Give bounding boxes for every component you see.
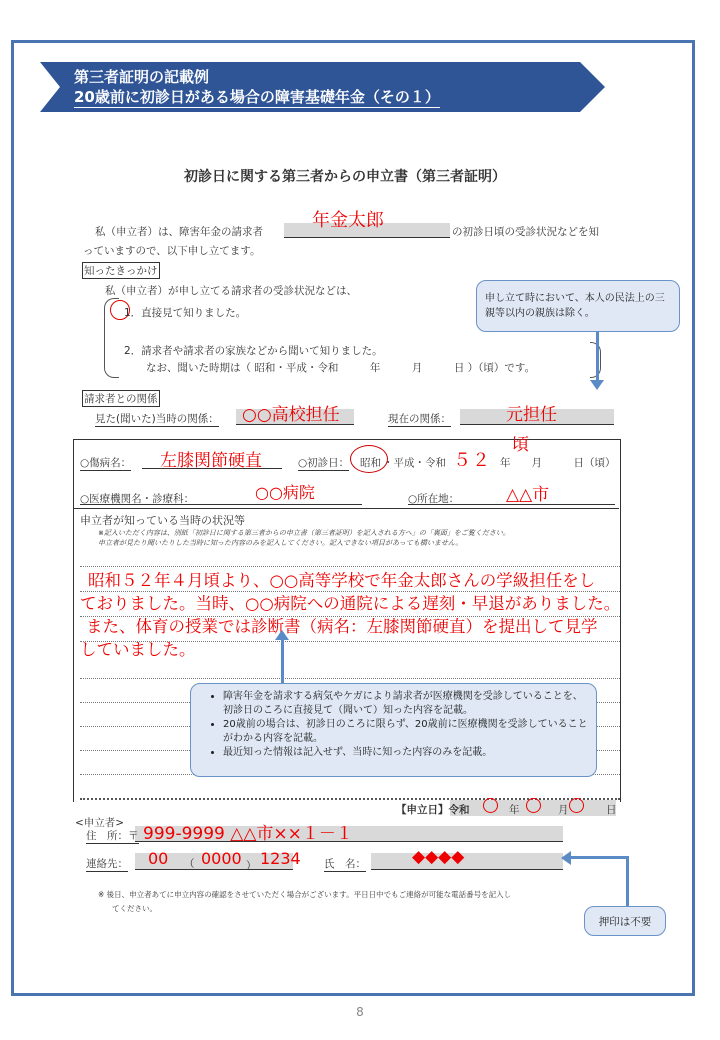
name-field <box>371 853 563 870</box>
hospital: ○○病院 <box>255 483 315 502</box>
note-2: 申立者が見たり聞いたりした当時に知った内容のみを記入してください。記入できない項目があっても構いません。 <box>98 539 463 547</box>
arrow-shaft <box>626 856 629 908</box>
banner-line2: 20歳前に初診日がある場合の障害基礎年金（その１） <box>74 88 440 106</box>
name-label: 氏 名： <box>324 858 366 870</box>
location: △△市 <box>506 485 550 505</box>
firstvisit-label: ○初診日： <box>298 457 350 469</box>
era-rest: ・平成・令和 <box>383 457 446 469</box>
rel-then-label: 見た(聞いた)当時の関係： <box>95 413 219 425</box>
arrow-shaft <box>568 856 628 859</box>
situation-line: ておりました。当時、○○病院への通院による遅刻・早退がありました。 <box>80 594 621 613</box>
callout-bullet: • 障害年金を請求する病気やケガにより請求者が医療機関を受診していることを、初診日のころに直接見て（聞いて）知った内容を記載。 <box>223 690 588 718</box>
phone-last: 1234 <box>260 849 301 868</box>
banner-line1: 第三者証明の記載例 <box>74 68 210 86</box>
situation-line: していました。 <box>80 640 196 659</box>
claimant-name: 年金太郎 <box>312 210 384 231</box>
footnote-2: てください。 <box>112 904 157 913</box>
era-showa: 昭和 <box>360 457 381 469</box>
disease: 左膝関節硬直 <box>160 451 262 471</box>
circle-day <box>569 798 584 813</box>
form-title: 初診日に関する第三者からの申立書（第三者証明） <box>184 169 506 185</box>
phone-paren-open: （ <box>184 858 195 870</box>
callout-instructions <box>190 683 597 777</box>
note-1: ※記入いただく内容は、別紙「初診日に関する第三者からの申立書（第三者証明）を記入される方へ」の「裏面」をご覧ください。 <box>98 529 510 537</box>
arrow-shaft <box>596 332 599 382</box>
date-year: 年 <box>509 804 520 816</box>
firstvisit-approx: 頃 <box>512 435 529 455</box>
page-number: 8 <box>356 1005 364 1019</box>
applicant-name: ◆◆◆◆ <box>412 847 465 867</box>
option-2: 2．請求者や請求者の家族などから聞いて知りました。 <box>124 345 383 357</box>
arrow-up-icon <box>275 630 289 640</box>
callout-bullet: • 最近知った情報は記入せず、当時に知った内容のみを記載。 <box>223 746 588 760</box>
hospital-underline <box>80 504 362 505</box>
option-2-date: なお、聞いた時期は（ 昭和・平成・令和 年 月 日 ）（頃）です。 <box>146 362 536 374</box>
circle-year <box>483 798 498 813</box>
phone-label: 連絡先： <box>86 858 128 870</box>
rel-now-label: 現在の関係： <box>388 413 451 425</box>
phone-number: 0000 <box>201 849 242 868</box>
address-label: 住 所：〒 <box>86 830 139 842</box>
intro-c: っていますので、以下申し立てます。 <box>83 245 261 257</box>
intro-a: 私（申立者）は、障害年金の請求者 <box>95 226 263 238</box>
callout-bullet: • 20歳前の場合は、初診日のころに限らず、20歳前に医療機関を受診していることがわかる内容を記載。 <box>223 718 588 746</box>
situation-line: 昭和５２年４月頃より、○○高等学校で年金太郎さんの学級担任をし <box>88 571 596 590</box>
callout-seal: 押印は不要 <box>584 906 666 936</box>
intro-b: の初診日頃の受診状況などを知 <box>452 226 599 238</box>
rel-then: ○○高校担任 <box>242 405 340 425</box>
arrow-down-icon <box>590 380 604 390</box>
section-relation: 請求者との関係 <box>82 390 160 407</box>
circle-month <box>526 798 541 813</box>
situation-title: 申立者が知っている当時の状況等 <box>80 514 245 527</box>
section-how-known: 知ったきっかけ <box>82 262 160 279</box>
dotted-line <box>80 678 620 679</box>
address: 999-9999 △△市××１－１ <box>143 824 353 844</box>
situation-line: また、体育の授業では診断書（病名：左膝関節硬直）を提出して見学 <box>86 617 598 636</box>
arrow-shaft <box>281 636 284 684</box>
date-month: 月 <box>558 804 569 816</box>
date-day: 日 <box>606 804 617 816</box>
rel-now: 元担任 <box>506 405 557 425</box>
callout-relatives: 申し立て時において、本人の民法上の三親等以内の親族は除く。 <box>476 280 680 332</box>
disease-label: ○傷病名： <box>80 457 132 469</box>
table-divider <box>73 508 619 509</box>
option-1: 1．直接見て知りました。 <box>124 307 247 319</box>
location-label: ○所在地： <box>408 493 460 505</box>
arrow-left-icon <box>561 851 571 865</box>
s1-text: 私（申立者）が申し立てる請求者の受診状況などは、 <box>105 285 357 297</box>
date-label: 【申立日】令和 <box>396 804 470 816</box>
firstvisit-rest: 年 月 日（頃） <box>500 457 616 469</box>
footnote-1: ※ 後日、申立者あてに申立内容の確認をさせていただく場合がございます。平日日中でもご連絡が可能な電話番号を記入し <box>98 890 512 899</box>
hospital-label: ○医療機関名・診療科： <box>80 493 195 505</box>
applicant-label: <申立者> <box>75 817 125 829</box>
firstvisit-year: ５２ <box>453 450 491 471</box>
phone-paren-close: ） <box>246 860 257 872</box>
phone-area: 00 <box>148 849 169 868</box>
